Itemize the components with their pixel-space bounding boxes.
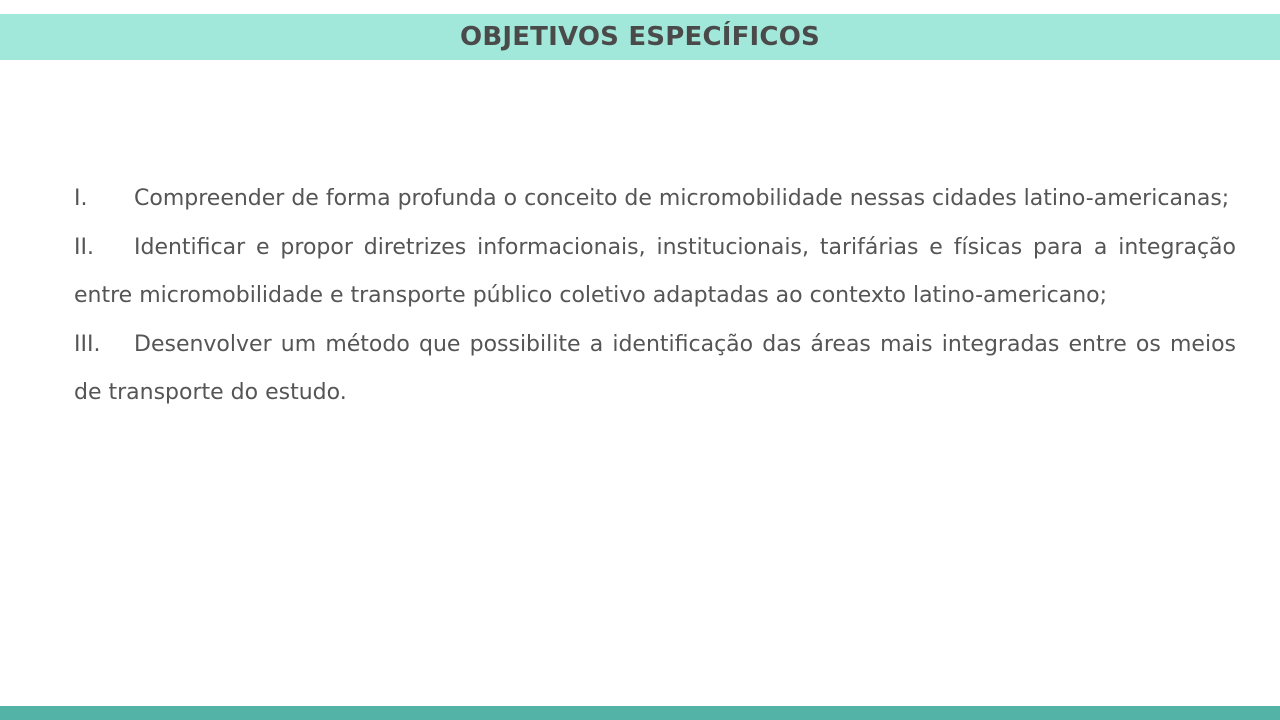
objectives-list — [74, 175, 1236, 418]
page-title: OBJETIVOS ESPECÍFICOS — [460, 22, 820, 52]
objective-text: Identificar e propor diretrizes informacionais, institucionais, tarifárias e físicas para a integração entre micromobilidade e transporte público coletivo adaptadas ao contexto latino-americano; — [74, 234, 1236, 308]
objective-number: I. — [74, 186, 88, 211]
objective-number: II. — [74, 234, 94, 260]
objective-text: Compreender de forma profunda o conceito de micromobilidade nessas cidades latino-americanas; — [134, 186, 1230, 211]
header-bar — [0, 14, 1280, 60]
objective-item — [74, 175, 1236, 224]
objective-item — [74, 321, 1236, 418]
footer-bar — [0, 706, 1280, 720]
objective-number: III. — [74, 331, 101, 357]
objective-text: Desenvolver um método que possibilite a identificação das áreas mais integradas entre os meios de transporte do estudo. — [74, 331, 1236, 405]
objective-item — [74, 224, 1236, 321]
